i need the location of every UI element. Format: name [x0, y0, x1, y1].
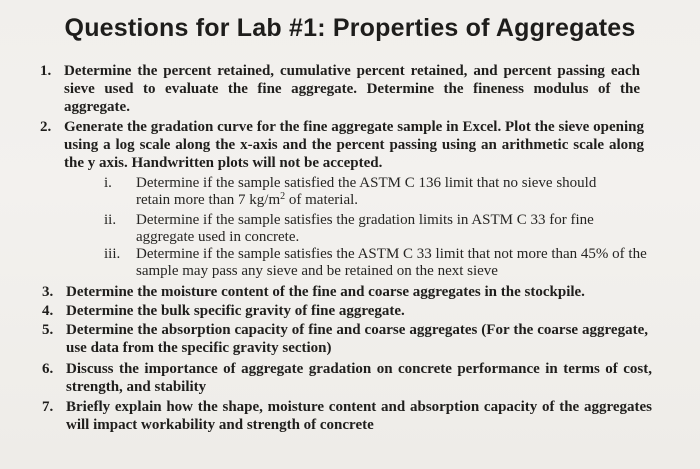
- question-text: Determine the absorption capacity of fine and coarse aggregates (For the coarse aggregate, use data from the specific gravity section): [66, 322, 648, 356]
- question-5: [42, 321, 648, 357]
- subquestion-text-part: of material.: [285, 192, 359, 208]
- subquestion-number: iii.: [104, 246, 121, 262]
- superscript: 2: [280, 191, 286, 202]
- question-3: [42, 283, 662, 301]
- question-text: Discuss the importance of aggregate gradation on concrete performance in terms of cost, strength, and stability: [66, 361, 652, 395]
- page-title: Questions for Lab #1: Properties of Aggregates: [64, 14, 636, 42]
- subquestion-text-part: Determine if the sample satisfied the ASTM C 136 limit that no sieve should retain more than 7 kg/m: [136, 175, 597, 208]
- subquestion-ii: [104, 212, 624, 246]
- question-6: [42, 360, 652, 396]
- question-text: Briefly explain how the shape, moisture content and absorption capacity of the aggregates will impact workability and strength of concrete: [66, 399, 652, 433]
- question-number: 3.: [42, 284, 54, 300]
- question-text: Determine the moisture content of the fine and coarse aggregates in the stockpile.: [66, 284, 585, 300]
- question-4: [42, 302, 662, 320]
- subquestion-i: [104, 175, 624, 209]
- question-number: 7.: [42, 399, 54, 415]
- question-number: 2.: [40, 119, 52, 135]
- subquestion-text: Determine if the sample satisfies the ASTM C 33 limit that not more than 45% of the sample may pass any sieve and be retained on the next sieve: [136, 246, 647, 279]
- subquestion-text: [136, 175, 624, 209]
- question-1: [40, 62, 640, 116]
- question-number: 5.: [42, 322, 54, 338]
- subquestion-number: ii.: [104, 212, 117, 228]
- question-text: Determine the percent retained, cumulative percent retained, and percent passing each sieve used to evaluate the fine aggregate. Determine the fineness modulus of the aggregate.: [64, 63, 640, 115]
- question-text: Determine the bulk specific gravity of fine aggregate.: [66, 303, 405, 319]
- question-number: 6.: [42, 361, 54, 377]
- subquestion-number: i.: [104, 175, 112, 191]
- subquestion-iii: [104, 246, 652, 280]
- question-7: [42, 398, 652, 434]
- question-number: 1.: [40, 63, 52, 79]
- subquestion-text: Determine if the sample satisfies the gradation limits in ASTM C 33 for fine aggregate used in concrete.: [136, 212, 594, 245]
- question-number: 4.: [42, 303, 54, 319]
- question-text: Generate the gradation curve for the fine aggregate sample in Excel. Plot the sieve opening using a log scale along the x-axis and the percent passing using an arithmetic scale along the y axis. Handwritten plots will not be accepted.: [64, 119, 644, 171]
- question-2: [40, 118, 644, 172]
